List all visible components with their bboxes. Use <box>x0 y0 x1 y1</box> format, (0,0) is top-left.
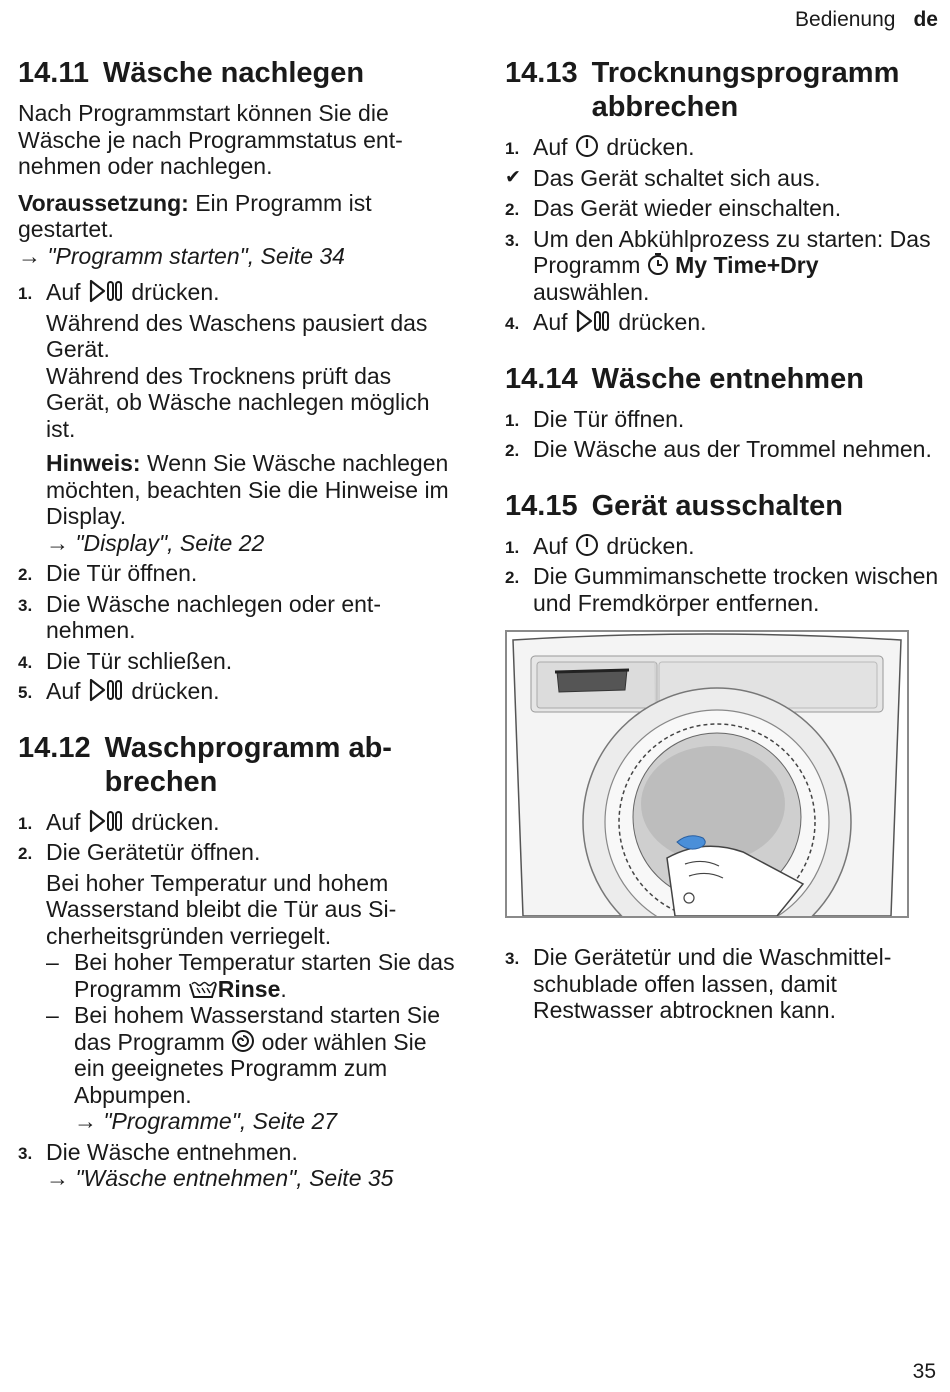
step-5: 5. Auf drücken. <box>18 678 220 704</box>
step-3: 3. Die Gerätetür und die Waschmittelschublade offen lassen, damit Restwasser abtrocknen kann. <box>505 944 892 1023</box>
start-pause-icon <box>87 279 125 303</box>
step-result: ✔ Das Gerät schaltet sich aus. <box>505 164 821 191</box>
washing-machine-drawing <box>507 632 907 916</box>
steps-list-cont <box>18 560 458 705</box>
step-4: 4. Auf drücken. <box>505 309 707 335</box>
hint-ref: → "Display", Seite 22 <box>46 529 265 556</box>
timer-icon <box>647 252 669 276</box>
step-1: 1. Auf drücken. <box>505 532 695 559</box>
steps-list-cont <box>505 944 940 1024</box>
section-14-12 <box>18 731 458 1192</box>
section-title: Gerät ausschalten <box>591 489 844 522</box>
prereq-label: Voraussetzung: <box>18 189 189 216</box>
section-heading <box>505 362 940 396</box>
step-1-note-a: Während des Waschens pausiert das Gerät. <box>46 309 428 362</box>
language-code: de <box>913 8 938 31</box>
prerequisite <box>18 190 458 243</box>
section-number: 14.12 <box>18 731 91 764</box>
section-title: Wäsche nachlegen <box>102 57 365 89</box>
step-3: 3. Um den Abkühlprozess zu starten: Das Programm My Time+Dry auswählen. <box>505 225 931 305</box>
section-number: 14.15 <box>505 489 578 522</box>
step-2: 2. Die Gummimanschette trocken wischen und Fremdkörper entfernen. <box>505 563 939 616</box>
section-name: Bedienung <box>795 8 896 31</box>
step-1: 1. Auf drücken. <box>18 279 220 305</box>
power-icon <box>574 134 600 158</box>
prereq-text: Ein Programm ist gestartet. <box>18 189 372 242</box>
section-heading <box>18 56 458 90</box>
washing-machine-illustration <box>505 630 909 918</box>
start-pause-icon <box>87 809 125 833</box>
dash-item-2: – Bei hohem Wasserstand starten Sie das Programm oder wählen Sie ein geeignetes Programm zum Abpumpen. <box>46 1002 441 1108</box>
step-2: 2. Die Wäsche aus der Trommel nehmen. <box>505 436 932 462</box>
section-number: 14.11 <box>18 57 89 89</box>
section-heading <box>18 731 458 799</box>
steps-list-cont <box>18 1139 458 1166</box>
start-pause-icon <box>574 309 612 333</box>
section-14-15 <box>505 489 940 1024</box>
section-title: Trocknungsprogramm abbrechen <box>591 57 900 123</box>
step-4: 4. Die Tür schließen. <box>18 647 233 674</box>
section-14-11 <box>18 56 458 705</box>
steps-list <box>505 533 940 617</box>
step-3-ref: → "Wäsche entnehmen", Seite 35 <box>46 1165 394 1191</box>
step-1-note-b: Während des Trocknens prüft das Gerät, ob Wäsche nachlegen möglich ist. <box>46 362 430 442</box>
hint: Hinweis: Wenn Sie Wäsche nachlegen möchten, beachten Sie die Hinweise im Display. <box>46 450 449 529</box>
power-icon <box>574 533 600 557</box>
page-header <box>795 8 938 32</box>
section-title: Wäsche entnehmen <box>591 362 864 395</box>
page-number: 35 <box>912 1360 936 1383</box>
checkmark-icon: ✔ <box>505 166 521 188</box>
section-title: Waschprogramm abbrechen <box>104 731 392 798</box>
steps-list <box>18 279 458 306</box>
spin-icon <box>231 1029 255 1053</box>
dash-item-1: – Bei hoher Temperatur starten Sie das Programm Rinse. <box>46 949 455 1002</box>
step-3: 3. Die Wäsche nachlegen oder entnehmen. <box>18 590 381 643</box>
step-2-note: Bei hoher Temperatur und hohem Wasserstand bleibt die Tür aus Sicherheitsgründen verriegelt. <box>46 869 397 949</box>
steps-list <box>505 134 940 336</box>
steps-list <box>505 406 940 463</box>
left-column <box>18 56 458 1218</box>
step-1: 1. Auf drücken. <box>18 808 220 835</box>
dash-2-ref: → "Programme", Seite 27 <box>74 1108 338 1134</box>
start-pause-icon <box>87 678 125 702</box>
rinse-icon <box>188 980 218 1000</box>
intro-text: Nach Programmstart können Sie die Wäsche je nach Programmstatus entnehmen oder nachlegen. <box>18 100 403 179</box>
prereq-ref: → "Programm starten", Seite 34 <box>18 242 345 269</box>
section-number: 14.13 <box>505 57 578 89</box>
right-column <box>505 56 940 1028</box>
step-2: 2. Das Gerät wieder einschalten. <box>505 195 842 221</box>
step-1: 1. Die Tür öffnen. <box>505 405 685 432</box>
step-3: 3. Die Wäsche entnehmen. <box>18 1138 298 1165</box>
section-14-13 <box>505 56 940 336</box>
step-1: 1. Auf drücken. <box>505 134 695 160</box>
section-heading <box>505 489 940 523</box>
section-heading <box>505 56 940 124</box>
section-14-14 <box>505 362 940 463</box>
section-number: 14.14 <box>505 362 578 395</box>
step-2: 2. Die Gerätetür öffnen. <box>18 839 261 865</box>
step-2: 2. Die Tür öffnen. <box>18 560 198 586</box>
steps-list <box>18 809 458 866</box>
